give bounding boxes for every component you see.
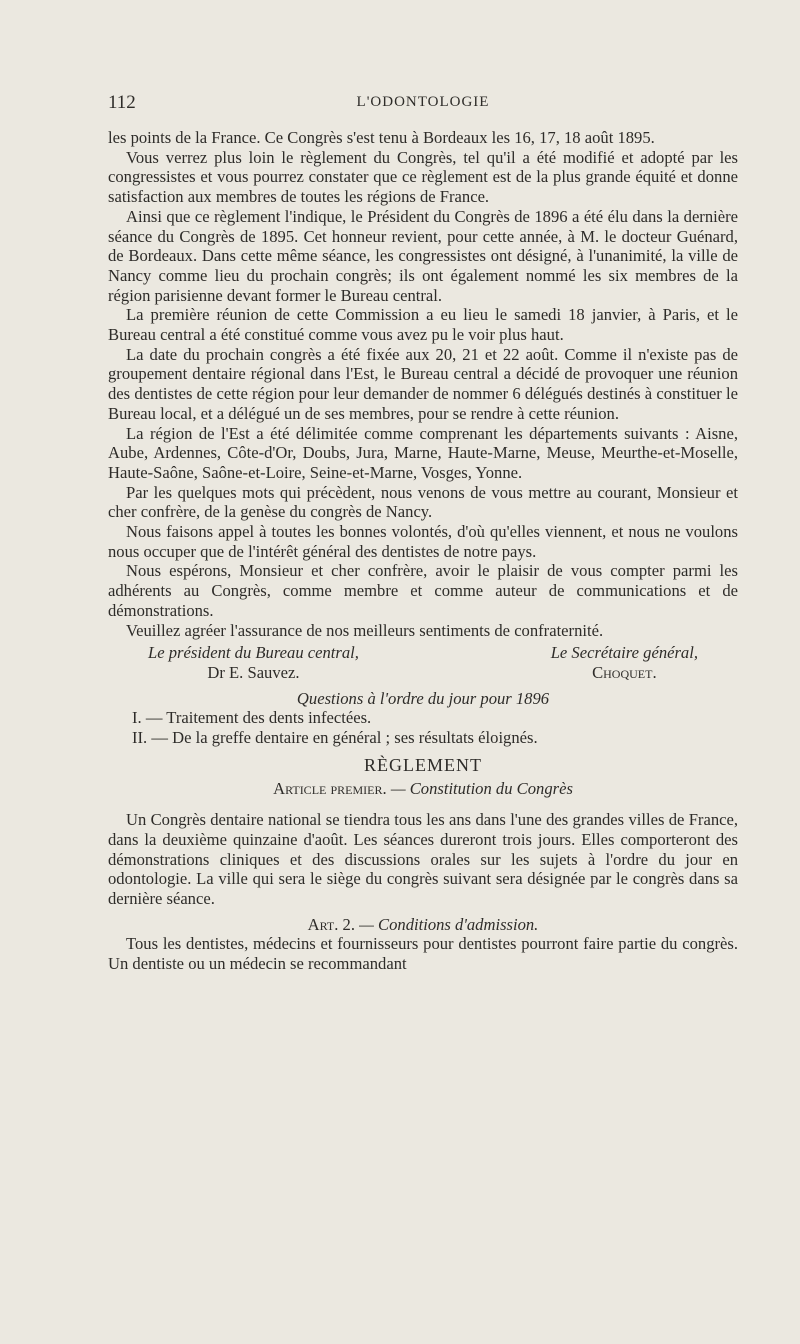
article1-heading — [108, 779, 738, 799]
paragraph: Veuillez agréer l'assurance de nos meilleurs sentiments de confraternité. — [126, 620, 604, 640]
article2-text: Tous les dentistes, médecins et fournisseurs pour dentistes pourront faire partie du congrès. Un dentiste ou un médecin se recommandant — [108, 934, 738, 974]
signature-right-name: Choquet. — [592, 662, 657, 682]
question-item: I. — Traitement des dents infectées. — [132, 708, 372, 728]
article2-title: — Conditions d'admission. — [359, 914, 539, 934]
signature-left-name: Dr E. Sauvez. — [207, 662, 300, 682]
paragraph: La région de l'Est a été délimitée comme comprenant les départements suivants : Aisne, Aube, Ardennes, Côte-d'Or, Doubs, Jura, Marne, Haute-Marne, Meuse, Meurthe-et-Moselle, Haute-Saône, Saône-et-Loire, Seine-et-Marne, Vosges, Yonne. — [108, 423, 738, 482]
signature-left — [148, 643, 359, 682]
paragraph: La date du prochain congrès a été fixée aux 20, 21 et 22 août. Comme il n'existe pas de groupement dentaire régional dans l'Est, le Bureau central a décidé de provoquer une réunion des dentistes de cette région pour leur demander de nommer 6 délégués destinés à constituer le Bureau local, et a délégué un de ses membres, pour se rendre à cette réunion. — [108, 344, 738, 423]
page-body — [108, 128, 738, 974]
signature-right — [551, 643, 698, 682]
page-header — [108, 92, 738, 118]
article1-text: Un Congrès dentaire national se tiendra tous les ans dans l'une des grandes villes de France, dans la deuxième quinzaine d'août. Les séances dureront trois jours. Elles comporteront des démonstrations cliniques et des discussions orales sur les sujets à l'ordre du jour en odontologie. La ville qui sera le siège du congrès suivant sera désignée par le congrès dans sa dernière séance. — [108, 810, 738, 909]
paragraph: Par les quelques mots qui précèdent, nous venons de vous mettre au courant, Monsieur et cher confrère, de la genèse du congrès de Nancy. — [108, 482, 738, 522]
reglement-title: RÈGLEMENT — [364, 754, 482, 775]
signature-block — [108, 643, 738, 682]
paragraph: Nous faisons appel à toutes les bonnes volontés, d'où qu'elles viennent, et nous ne voulons nous occuper que de l'intérêt général des dentistes de notre pays. — [108, 522, 738, 561]
paragraph: Vous verrez plus loin le règlement du Congrès, tel qu'il a été modifié et adopté par les congressistes et vous pourrez constater que ce règlement est de la plus grande équité et donne satisfaction aux membres de toutes les régions de France. — [108, 147, 738, 207]
running-title: L'ODONTOLOGIE — [356, 94, 490, 110]
article1-label: Article premier. — [273, 778, 387, 798]
question-item: II. — De la greffe dentaire en général ; ses résultats éloignés. — [132, 728, 538, 748]
signature-left-title: Le président du Bureau central, — [148, 643, 359, 663]
paragraph: La première réunion de cette Commission a eu lieu le samedi 18 janvier, à Paris, et le Bureau central a été constitué comme vous avez pu le voir plus haut. — [108, 305, 738, 345]
article2-label: Art. 2. — [307, 914, 355, 934]
paragraph: Ainsi que ce règlement l'indique, le Président du Congrès de 1896 a été élu dans la dernière séance du Congrès de 1895. Cet honneur revient, pour cette année, à M. le docteur Guénard, de Bordeaux. Dans cette même séance, les congressistes ont désigné, à l'unanimité, la ville de Nancy comme lieu du prochain congrès; ils ont également nommé les six membres de la région parisienne devant former le Bureau central. — [108, 206, 738, 305]
paragraph: Nous espérons, Monsieur et cher confrère, avoir le plaisir de vous compter parmi les adhérents au Congrès, comme membre et comme auteur de communications et de démonstrations. — [108, 561, 738, 620]
article1-title: — Constitution du Congrès — [390, 778, 573, 798]
page-number: 112 — [108, 92, 136, 113]
questions-title: Questions à l'ordre du jour pour 1896 — [296, 688, 550, 708]
paragraph: les points de la France. Ce Congrès s'est tenu à Bordeaux les 16, 17, 18 août 1895. — [108, 128, 655, 147]
article2-heading — [108, 915, 738, 935]
signature-right-title: Le Secrétaire général, — [550, 643, 698, 663]
